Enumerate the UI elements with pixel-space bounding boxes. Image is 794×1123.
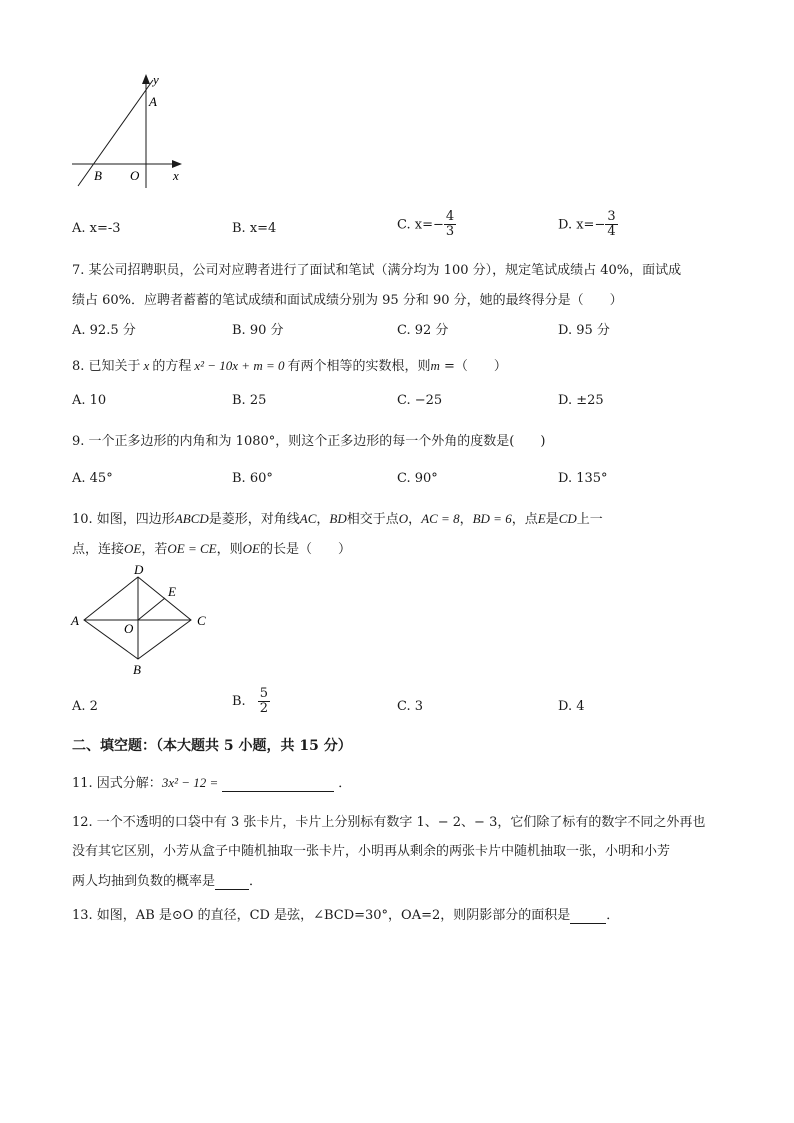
q10-text9: ，则	[216, 542, 243, 557]
q6-option-c	[397, 210, 456, 240]
q8-line	[72, 355, 507, 374]
segment-oe	[138, 598, 165, 620]
q8-option-d: D. ±25	[558, 393, 604, 408]
y-axis-arrow	[142, 74, 150, 84]
label-y: y	[153, 72, 159, 87]
q10-text2: 是菱形，对角线	[208, 512, 300, 527]
q6-option-b: B. x=4	[232, 221, 277, 236]
q10-comma3: ，	[459, 512, 473, 527]
x-axis-arrow	[172, 160, 182, 168]
label-x: x	[173, 168, 179, 183]
q6-option-c-fraction	[444, 210, 456, 240]
q10-text1: 10. 如图，四边形	[72, 512, 175, 527]
q6-option-d	[558, 210, 618, 240]
q9-option-c: C. 90°	[397, 471, 438, 486]
q6-option-d-fraction	[605, 210, 617, 240]
q10-text3: 相交于点	[346, 512, 399, 527]
q8-var-x: x	[143, 358, 150, 373]
q9-option-d: D. 135°	[558, 471, 608, 486]
section-heading: 二、填空题：（本大题共 5 小题，共 15 分）	[72, 738, 352, 754]
q10-ac: AC	[299, 511, 317, 526]
label-o: O	[124, 621, 134, 636]
q8-pre: 8. 已知关于	[72, 359, 141, 374]
q10-figure	[66, 560, 216, 680]
q6-option-d-prefix: D. x=−	[558, 217, 606, 233]
q10-text5: 是	[545, 512, 559, 527]
q6-d-numerator: 3	[607, 209, 616, 224]
q10-line2	[72, 538, 351, 557]
q10-line1	[72, 508, 603, 527]
q7-line2: 绩占 60%．应聘者蓄蓄的笔试成绩和面试成绩分别为 95 分和 90 分，她的最终得分是（ ）	[72, 293, 623, 308]
q6-option-c-prefix: C. x=−	[397, 217, 444, 233]
label-a: A	[71, 613, 79, 628]
label-c: C	[197, 613, 206, 628]
q13-end: ．	[606, 908, 620, 923]
q10-comma2: ，	[408, 512, 422, 527]
q10-eq3: OE = CE	[167, 541, 217, 556]
q8-post: 有两个相等的实数根，则	[287, 359, 431, 374]
q10-comma1: ，	[316, 512, 330, 527]
q12-line1: 12. 一个不透明的口袋中有 3 张卡片，卡片上分别标有数字 1、− 2、− 3，它们除了标有的数字不同之外再也	[72, 815, 706, 830]
label-b: B	[133, 662, 141, 677]
q10-e: E	[537, 511, 546, 526]
q8-var-m: m	[430, 358, 440, 373]
q10-option-b-prefix: B.	[232, 694, 246, 710]
q12-answer-blank[interactable]	[215, 874, 249, 890]
q6-c-denominator: 3	[445, 224, 455, 240]
q6-d-denominator: 4	[607, 224, 616, 240]
q6-option-a: A. x=-3	[72, 221, 121, 236]
q10-text4: ，点	[511, 512, 538, 527]
q13-text: 13. 如图，AB 是⊙O 的直径，CD 是弦，∠BCD=30°，OA=2，则阴影部分的面积是	[72, 908, 571, 923]
q9-option-a: A. 45°	[72, 471, 113, 486]
q8-equation: x² − 10x + m = 0	[194, 358, 285, 373]
q12-line3	[72, 870, 262, 890]
q10-option-d: D. 4	[558, 699, 585, 714]
q8-option-b: B. 25	[232, 393, 267, 408]
q8-mid: 的方程	[152, 359, 192, 374]
q7-option-b: B. 90 分	[232, 323, 284, 338]
q10-oe: OE	[124, 541, 142, 556]
q10-bd: BD	[329, 511, 347, 526]
q10-abcd: ABCD	[174, 511, 209, 526]
q11-end: ．	[338, 776, 352, 791]
q10-eq1: AC = 8	[421, 511, 460, 526]
label-o: O	[130, 168, 140, 183]
q10-o: O	[398, 511, 409, 526]
q7-option-d: D. 95 分	[558, 323, 610, 338]
q6-figure	[66, 68, 196, 193]
q8-option-c: C. −25	[397, 393, 443, 408]
q13-answer-blank[interactable]	[570, 908, 606, 924]
q7-option-c: C. 92 分	[397, 323, 449, 338]
label-b: B	[94, 168, 102, 183]
q10-text10: 的长是（ ）	[259, 542, 351, 557]
q11-line	[72, 772, 351, 792]
q8-end: =（ ）	[439, 359, 507, 374]
q12-line2: 没有其它区别，小芳从盒子中随机抽取一张卡片，小明再从剩余的两张卡片中随机抽取一张，小明和小芳	[72, 844, 671, 859]
label-e: E	[168, 584, 176, 599]
q6-c-numerator: 4	[445, 209, 455, 224]
q10-oe2: OE	[242, 541, 260, 556]
line-ab	[78, 80, 153, 186]
q10-option-c: C. 3	[397, 699, 424, 714]
q11-answer-blank[interactable]	[222, 776, 334, 792]
q10-b-numerator: 5	[259, 686, 268, 701]
q10-option-b-fraction	[258, 687, 270, 717]
q7-option-a: A. 92.5 分	[72, 323, 136, 338]
q10-text7: 点，连接	[72, 542, 125, 557]
q10-text8: ，若	[141, 542, 168, 557]
q10-b-denominator: 2	[259, 701, 268, 717]
q10-cd: CD	[558, 511, 577, 526]
q12-line3-text: 两人均抽到负数的概率是	[72, 874, 216, 889]
q10-text6: 上一	[576, 512, 603, 527]
q11-pre: 11. 因式分解：	[72, 776, 162, 791]
q11-expr: 3x² − 12 =	[161, 775, 219, 790]
q10-eq2: BD = 6	[472, 511, 512, 526]
q10-option-b	[232, 687, 270, 717]
label-d: D	[134, 562, 144, 577]
q12-end: ．	[249, 874, 263, 889]
q8-option-a: A. 10	[72, 393, 107, 408]
q13-line	[72, 904, 619, 924]
q9-line: 9. 一个正多边形的内角和为 1080°，则这个正多边形的每一个外角的度数是( )	[72, 434, 546, 449]
q7-line1: 7. 某公司招聘职员，公司对应聘者进行了面试和笔试（满分均为 100 分），规定笔试成绩占 40%，面试成	[72, 263, 682, 278]
label-a: A	[149, 94, 157, 109]
q9-option-b: B. 60°	[232, 471, 273, 486]
q10-option-a: A. 2	[72, 699, 98, 714]
